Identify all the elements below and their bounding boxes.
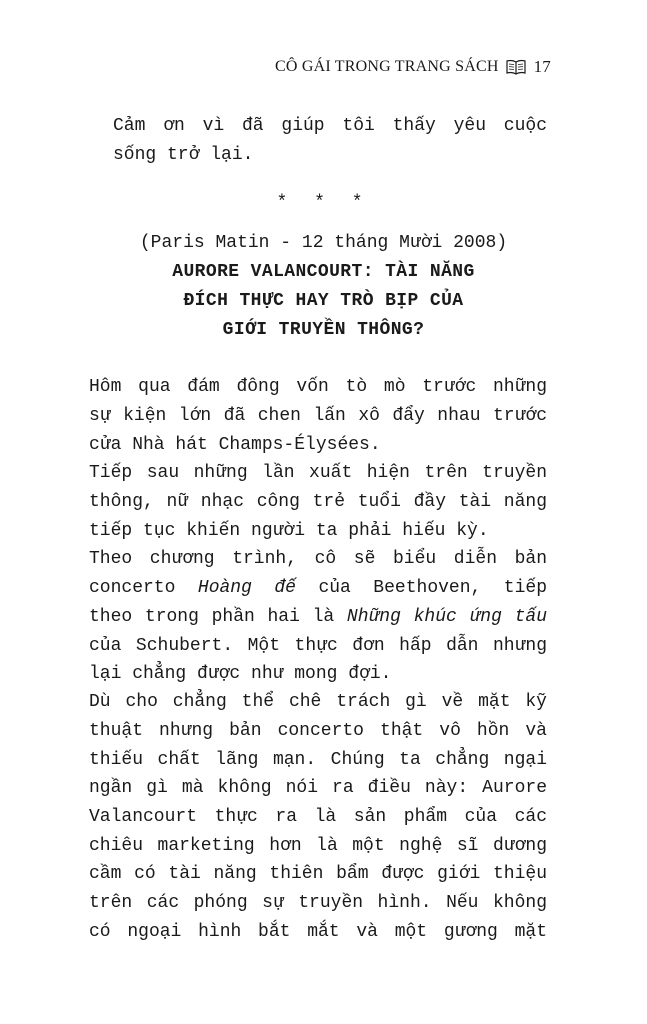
body-line: chiêu marketing hơn là một nghệ sĩ dương [89,836,547,856]
body-text: theo trong phần hai là [89,607,335,627]
intro-line-2: sống trở lại. [113,145,254,165]
body-line: cầm có tài năng thiên bẩm được giới thiệu [89,864,547,884]
section-separator: * * * [276,193,371,213]
body-line: thông, nữ nhạc công trẻ tuổi đầy tài năng [89,492,547,512]
body-line: Dù cho chẳng thể chê trách gì về mặt kỹ [89,692,547,712]
body-line [89,574,547,602]
running-header [275,57,551,77]
body-line: ngần gì mà không nói ra điều này: Aurore [89,778,547,798]
body-line: Valancourt thực ra là sản phẩm của các [89,807,547,827]
body-line: cửa Nhà hát Champs-Élysées. [89,435,381,455]
body-line [89,603,547,631]
work-title: Những khúc ứng tấu [346,607,548,627]
body-line: Hôm qua đám đông vốn tò mò trước những [89,377,547,397]
body-line: có ngoại hình bắt mắt và một gương mặt [89,922,547,942]
body-line: trên các phóng sự truyền hình. Nếu không [89,893,547,913]
body-line: Theo chương trình, cô sẽ biểu diễn bản [89,549,547,569]
running-title: CÔ GÁI TRONG TRANG SÁCH [275,58,499,75]
work-title: Hoàng đế [197,578,296,598]
body-line: Tiếp sau những lần xuất hiện trên truyền [89,463,547,483]
open-book-icon [506,59,526,75]
body-line: lại chẳng được như mong đợi. [89,664,392,684]
body-line: tiếp tục khiến người ta phải hiếu kỳ. [89,521,489,541]
page-number: 17 [533,57,551,76]
body-line: của Schubert. Một thực đơn hấp dẫn nhưng [89,636,547,656]
intro-line-1: Cảm ơn vì đã giúp tôi thấy yêu cuộc [113,116,547,136]
headline-line-3: GIỚI TRUYỀN THÔNG? [222,320,425,340]
body-line: sự kiện lớn đã chen lấn xô đẩy nhau trước [89,406,547,426]
body-text: concerto [89,578,176,598]
body-line: thiếu chất lãng mạn. Chúng ta chẳng ngại [89,750,547,770]
article-source: (Paris Matin - 12 tháng Mười 2008) [139,233,508,253]
body-line: thuật nhưng bản concerto thật vô hồn và [89,721,547,741]
headline-line-2: ĐÍCH THỰC HAY TRÒ BỊP CỦA [183,291,464,311]
headline-line-1: AURORE VALANCOURT: TÀI NĂNG [172,262,475,282]
body-text: của Beethoven, tiếp [318,578,547,598]
